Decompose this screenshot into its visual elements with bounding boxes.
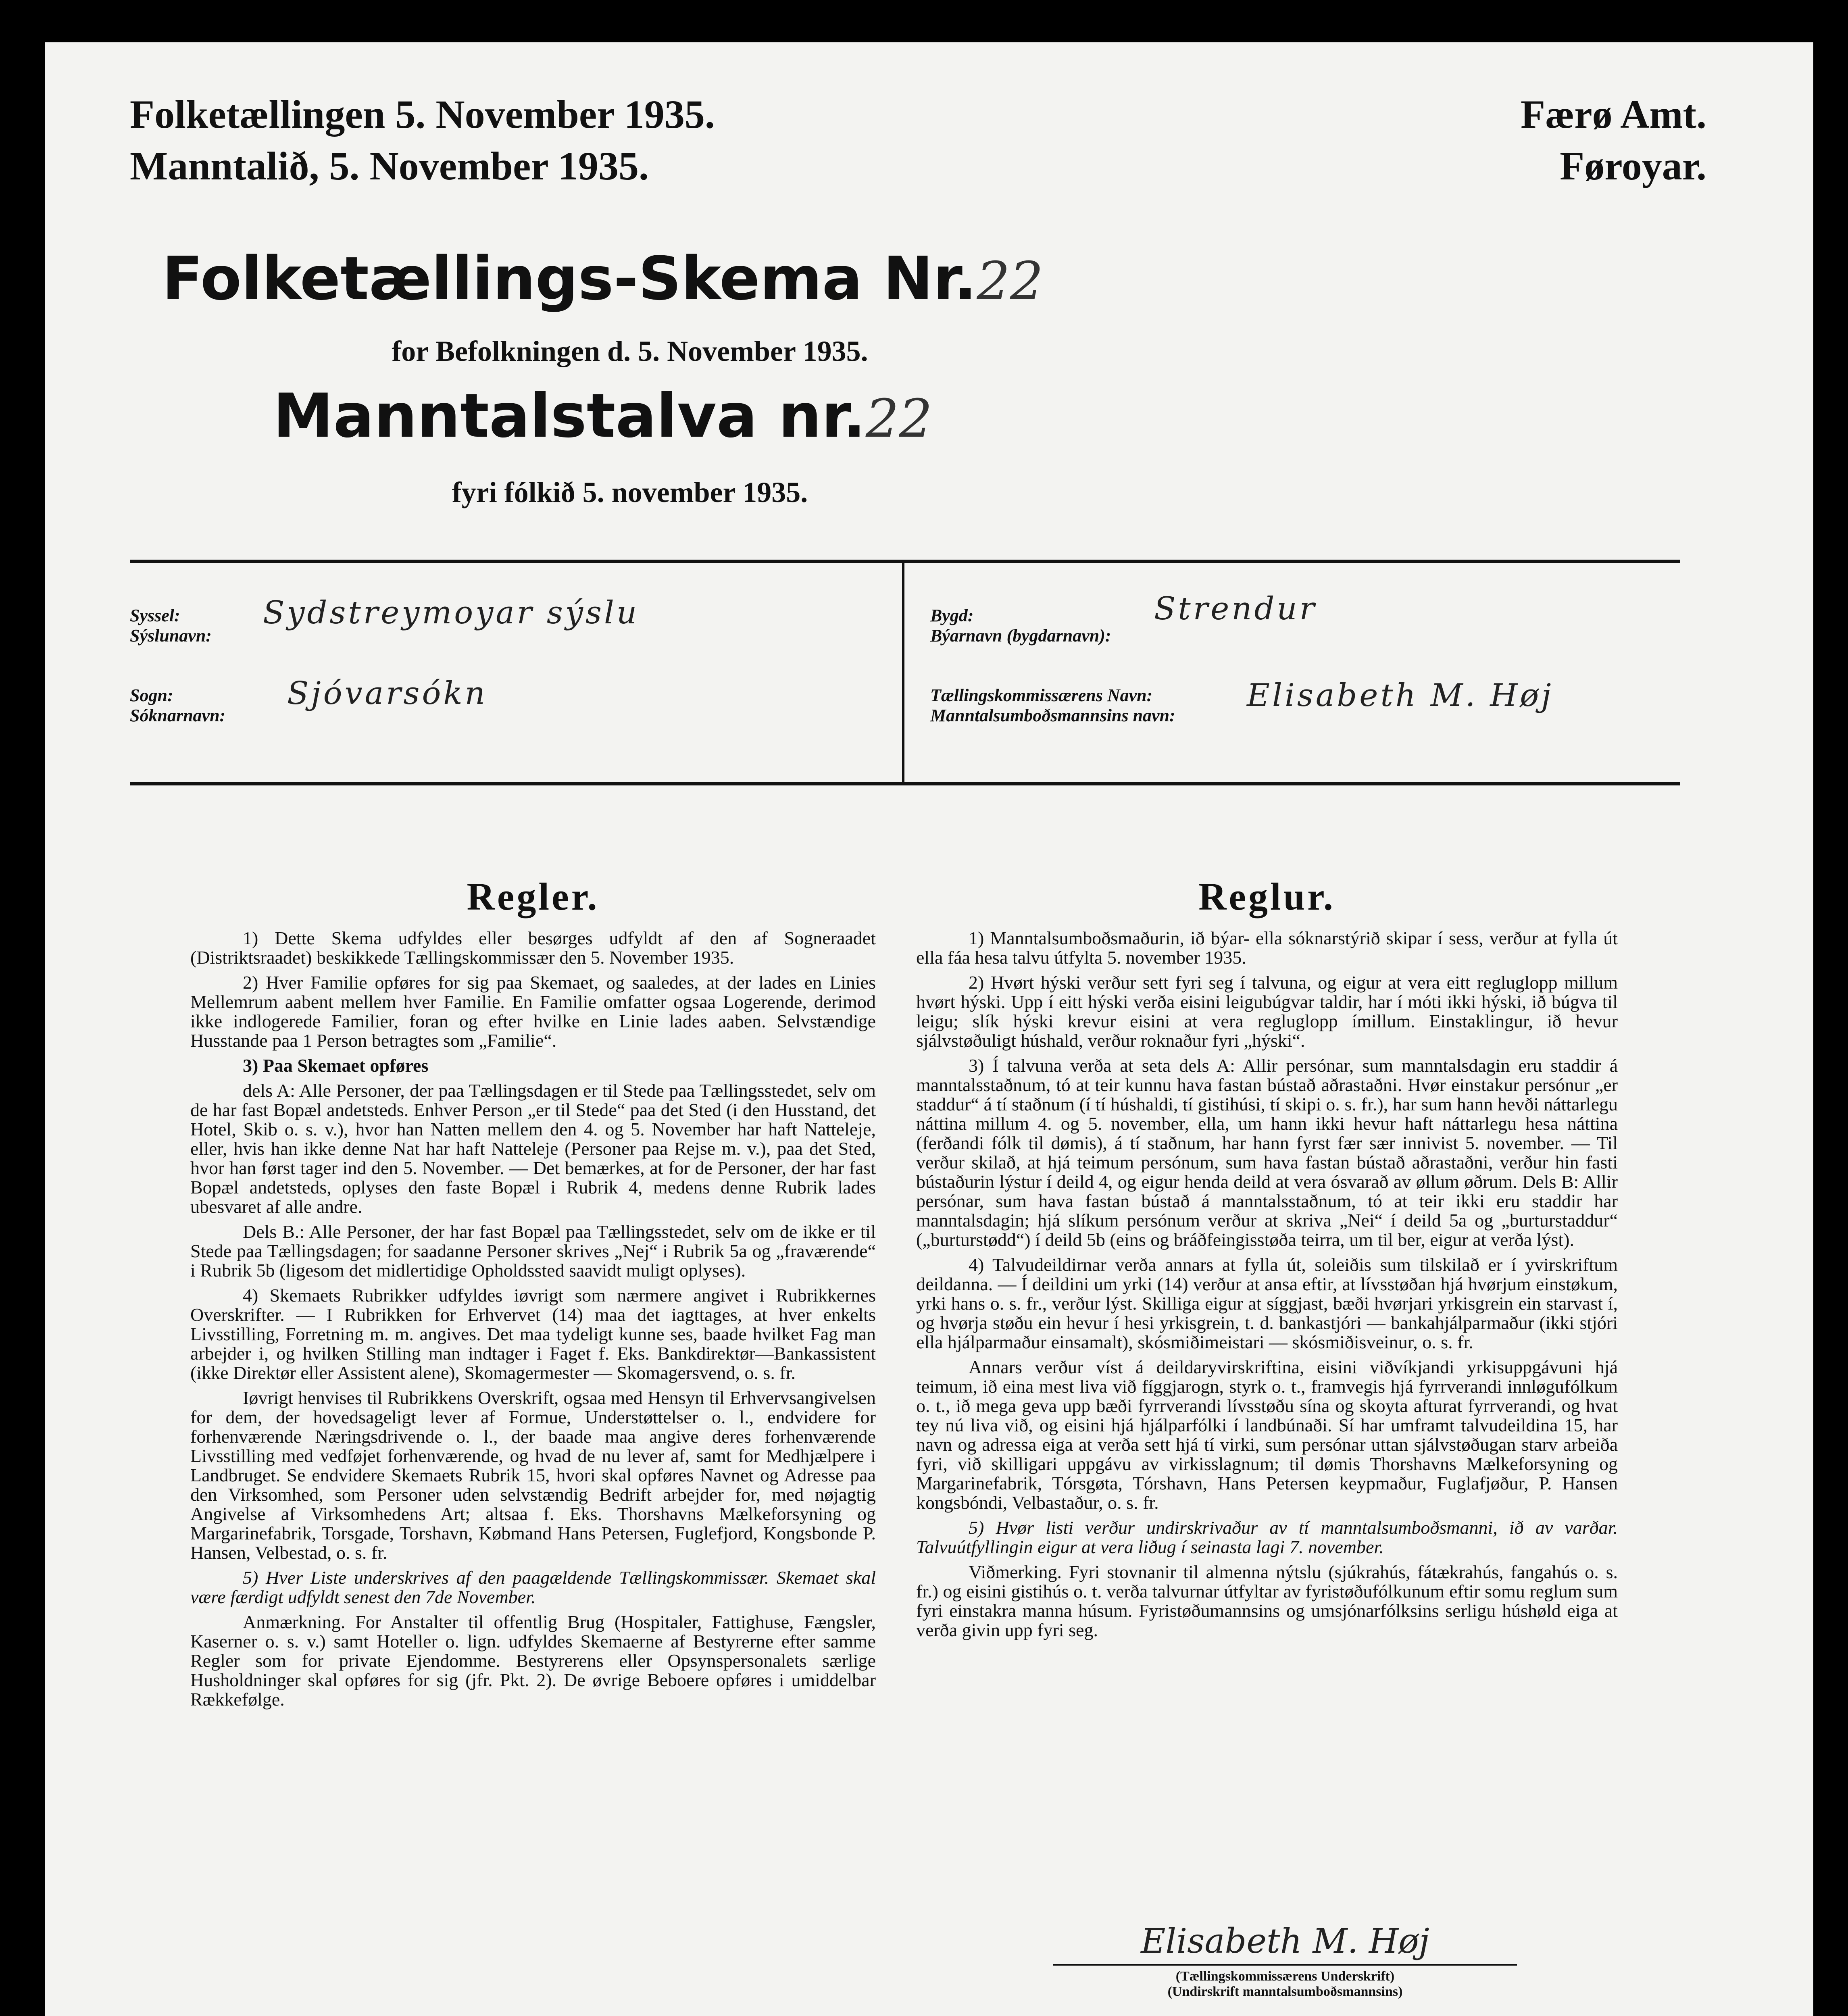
form-title-fo-text: Manntalstalva nr. — [273, 381, 866, 451]
signature-line — [1053, 1964, 1517, 1966]
header-region-fo: Føroyar. — [1560, 144, 1706, 188]
kommissaer-value: Elisabeth M. Høj — [1247, 677, 1554, 714]
reglur-paragraph: Viðmerking. Fyri stovnanir til almenna nýtslu (sjúkrahús, fátækrahús, fangahús o. s. fr.) og eisini gistihús o. t. verða talvurnar útfyltar av fyristøðufólkunum eftir somu reglum sum fyri einstakra manna húsum. Fyristøðumannsins og umsjónarfólksins serligu húshøld eiga at verða givin upp fyri seg. — [916, 1562, 1618, 1640]
regler-paragraph: 5) Hver Liste underskrives af den paagældende Tællingskommissær. Skemaet skal være færdigt udfyldt senest den 7de November. — [190, 1567, 876, 1607]
signature-block — [1053, 1921, 1517, 1999]
bottom-divider — [130, 782, 1680, 785]
signature-caption-da: (Tællingskommissærens Underskrift) — [1175, 1969, 1395, 1984]
reglur-paragraph: 5) Hvør listi verður undirskrivaður av tí manntalsumboðsmanni, ið av varðar. Talvuútfyllingin eigur at vera liðug í seinasta lagi 7. november. — [916, 1517, 1618, 1557]
top-divider — [130, 560, 1680, 563]
reglur-paragraph: 1) Manntalsumboðsmaðurin, ið býar- ella sóknarstýrið skipar í sess, verður at fylla út ella fáa hesa talvu útfylta 5. november 1935. — [916, 928, 1618, 968]
form-title-fo — [45, 381, 1215, 451]
regler-paragraph: 4) Skemaets Rubrikker udfyldes iøvrigt som nærmere angivet i Rubrikkernes Overskrifter. — I Rubrikken for Erhvervet (14) maa det iagttages, at hver enkelts Livsstilling, Forretning m. m. angives. Det maa tydeligt kunne ses, baade hvilket Fag man arbejder i, og hvilken Stilling man indtager i Faget f. Eks. Bankdirektør—Bankassistent (ikke Direktør eller Assistent alene), Skomagermester — Skomagersvend, o. s. fr. — [190, 1285, 876, 1383]
reglur-paragraph: 4) Talvudeildirnar verða annars at fylla út, soleiðis sum tilskilað er í yvirskriftum deildanna. — Í deildini um yrki (14) verður at ansa eftir, at lívsstøðan hjá hvørjum einstøkum, yrki hans o. s. fr., verður lýst. Skilliga eigur at síggjast, bæði hvørjari yrkisgrein ein starvast í, og hvørja støðu ein hevur í hesi yrkisgrein, t. d. bankastjóri — bankahjálparmaður (ikki stjóri ella hjálparmaður einsamalt), skósmiðimeistari — skósmiðisveinur, o. s. fr. — [916, 1254, 1618, 1352]
header-title-da: Folketællingen 5. November 1935. — [130, 92, 715, 137]
header-title-fo: Manntalið, 5. November 1935. — [130, 144, 649, 188]
regler-paragraph: 3) Paa Skemaet opføres — [243, 1055, 429, 1076]
form-subtitle-da: for Befolkningen d. 5. November 1935. — [392, 335, 868, 367]
reglur-faroese — [916, 875, 1618, 1645]
bygd-value: Strendur — [1154, 591, 1317, 627]
reglur-paragraph: 2) Hvørt hýski verður sett fyri seg í talvuna, og eigur at vera eitt regluglopp millum hvørt hýski. Upp í eitt hýski verða eisini leigubúgvar taldir, har í móti ikki hýski, ið búgva til leigu; slík hýski krevur eisini at vera regluglopp ímillum. Einstaklingur, ið hevur sjálvstøðuligt húshald, verður roknaður fyri „hýski“. — [916, 972, 1618, 1051]
regler-paragraph: Anmærkning. For Anstalter til offentlig Brug (Hospitaler, Fattighuse, Fængsler, Kaserner o. s. v.) samt Hoteller o. lign. udfyldes Skemaerne af Bestyrerne efter samme Regler som for private Ejendomme. Bestyrerens eller Opsynspersonalets særlige Husholdninger skal opføres for sig (jfr. Pkt. 2). De øvrige Beboere opføres i umiddelbar Rækkefølge. — [190, 1612, 876, 1710]
header-left — [130, 89, 715, 192]
regler-heading: Regler. — [467, 875, 600, 918]
regler-paragraph: 1) Dette Skema udfyldes eller besørges udfyldt af den af Sogneraadet (Distriktsraadet) beskikkede Tællingskommissær den 5. November 1935. — [190, 928, 876, 968]
regler-paragraph: Iøvrigt henvises til Rubrikkens Overskrift, ogsaa med Hensyn til Erhvervsangivelsen for dem, der hovedsageligt lever af Formue, Understøttelser o. l., endvidere for forhenværende Næringsdrivende o. l., der baade maa angive deres forhenværende Livsstilling med vedføjet forhenværende, og hvad de nu lever af, samt for Medhjælpere i Landbruget. Se endvidere Skemaets Rubrik 15, hvori skal opføres Navnet og Adresse paa den Virksomhed, som Personer uden selvstændig Bedrift arbejder for, med nøjagtig Angivelse af Virksomhedens Art; altsaa f. Eks. Thorshavns Mælkeforsyning og Margarinefabrik, Torsgade, Torshavn, Købmand Hans Petersen, Fuglefjord, Kongsbonde P. Hansen, Velbestad, o. s. fr. — [190, 1387, 876, 1563]
reglur-heading: Reglur. — [1198, 875, 1335, 918]
regler-paragraph: dels A: Alle Personer, der paa Tællingsdagen er til Stede paa Tællingsstedet, selv om de har fast Bopæl andetsteds. Enhver Person „er til Stede“ paa det Sted (i den Husstand, det Hotel, Skib o. s. v.), hvor han Natten mellem den 4. og 5. November har haft Natteleje, eller, hvis han ikke denne Nat har haft Natteleje (Personer paa Rejse m. v.), paa det Sted, hvor han først tager ind den 5. November. — Det bemærkes, at for de Personer, der har fast Bopæl andetsteds, oplyses den faste Bopæl i Rubrik 4, medens denne Rubrik lades ubesvaret af alle andre. — [190, 1080, 876, 1217]
kommissaer-label: Tællingskommissærens Navn: Manntalsumboðsmannsins navn: — [930, 685, 1175, 725]
bygd-label: Bygd: Býarnavn (bygdarnavn): — [930, 606, 1111, 646]
header-right — [1521, 89, 1706, 192]
reglur-paragraph: Annars verður víst á deildaryvirskriftina, eisini viðvíkjandi yrkisuppgávuni hjá teimum, ið eina mest liva við fíggjarogn, styrk o. t., framvegis hjá fyrrverandi innløgufólkum o. t., ið mega geva upp bæði fyrrverandi lívsstøðu sína og skoyta afturat fyrrverandi, og hvat tey nú liva við, og eisini hjá hjálparfólki í landbúnaði. Sí har umframt talvudeildina 15, har navn og adressa eiga at verða sett hjá tí virki, sum persónar uttan sjálvstøðugan starv arbeiða fyri, við skilligari uppgávu av virkisslagnum; til dømis Thorshavns Mælkeforsyning og Margarinefabrik, Tórsgøta, Tórshavn, Hans Petersen keypmaður, Fuglafjøður, P. Hansen kongsbóndi, Velbastaður, o. s. fr. — [916, 1357, 1618, 1513]
regler-paragraph: 2) Hver Familie opføres for sig paa Skemaet, og saaledes, at der lades en Linies Mellemrum aabent mellem hver Familie. En Familie omfatter ogsaa Logerende, derimod ikke indlogerede Familier, foran og efter hvilke en Linie lades aaben. Selvstændige Husstande paa 1 Person betragtes som „Familie“. — [190, 972, 876, 1051]
syssel-value: Sydstreymoyar sýslu — [263, 595, 640, 631]
sogn-value: Sjóvarsókn — [287, 675, 488, 712]
fields-divider — [902, 562, 904, 782]
form-number-da: 22 — [977, 250, 1044, 312]
census-form-page — [45, 42, 1813, 2016]
reglur-paragraph: 3) Í talvuna verða at seta dels A: Allir persónar, sum manntalsdagin eru staddir á manntalsstaðnum, tó at teir kunnu hava fastan bústað aðrastaðni. Hvør einstakur persónur „er staddur“ á tí staðnum (í tí húshaldi, tí gistihúsi, tí skipi o. s. fr.), har sum hann hevði náttarlegu náttina millum 4. og 5. november, ella, um hann ikki hevur haft náttarlegu hesa náttina (ferðandi fólk til dømis), á tí staðnum, har hann fyrst fær sær innivist 5. november. — Til verður skilað, at hjá teimum persónum, sum hava fastan bústað aðrastaðni, verður hin fasti bústaðurin lýstur í deild 4, og eigur henda deild at vera ósvarað av øllum øðrum. Dels B: Allir persónar, sum hava fastan bústað á manntalsstaðnum, tó at teir ikki eru staddir har manntalsdagin; hjá slíkum persónum verður at skriva „Nei“ í deild 5a og „burturstaddur“ („burturstødd“) í deild 5b (eins og bráðfeingisstøða teirra, um til ber, eigur at verða lýst). — [916, 1055, 1618, 1250]
syssel-label: Syssel: Sýslunavn: — [130, 606, 212, 646]
regler-paragraph: Dels B.: Alle Personer, der har fast Bopæl paa Tællingsstedet, selv om de ikke er til Stede paa Tællingsdagen; for saadanne Personer skrives „Nej“ i Rubrik 5a og „fraværende“ i Rubrik 5b (ligesom det midlertidige Opholdssted saavidt muligt oplyses). — [190, 1221, 876, 1281]
signature-caption-fo: (Undirskrift manntalsumboðsmannsins) — [1167, 1984, 1403, 1999]
sogn-label: Sogn: Sóknarnavn: — [130, 685, 226, 725]
form-title-da-text: Folketællings-Skema Nr. — [162, 244, 977, 313]
form-number-fo: 22 — [865, 388, 933, 449]
form-subtitle-fo: fyri fólkið 5. november 1935. — [452, 476, 808, 508]
regler-danish — [190, 875, 876, 1715]
signature-name: Elisabeth M. Høj — [1141, 1921, 1429, 1961]
header-region-da: Færø Amt. — [1521, 92, 1706, 137]
form-title-da — [45, 244, 1215, 313]
